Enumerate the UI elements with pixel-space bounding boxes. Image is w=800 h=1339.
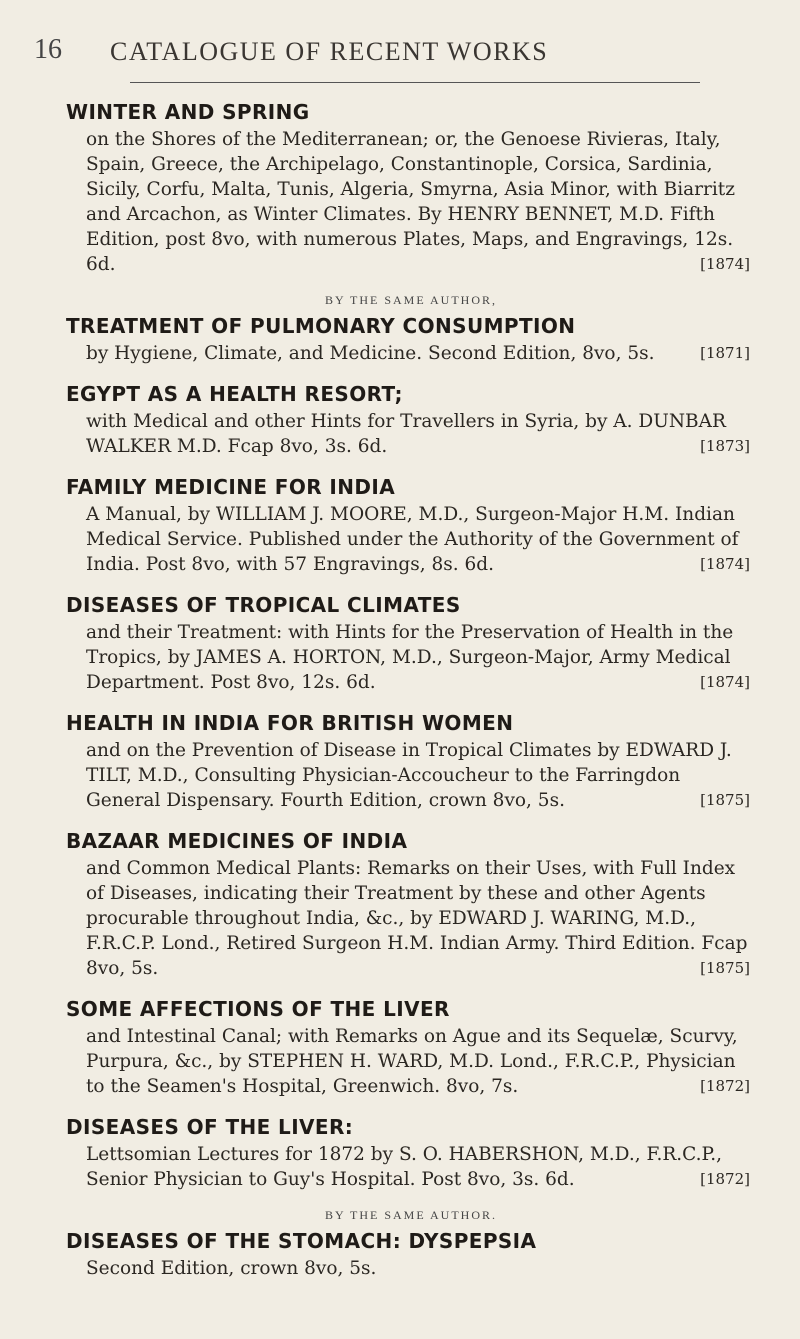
entry-body — [86, 409, 756, 459]
entry-body — [86, 341, 756, 366]
entry-body — [86, 502, 756, 577]
entry-body — [86, 620, 756, 695]
by-same-author-note: BY THE SAME AUTHOR, — [324, 293, 497, 307]
catalogue-entry — [66, 997, 756, 1099]
page-header — [20, 30, 760, 70]
entry-body — [86, 127, 756, 277]
entry-description: and Common Medical Plants: Remarks on their Uses, with Full Index of Diseases, indicating their Treatment by these and other Agents procurable throughout India, &c., by EDWARD J. WARING, M.D., F.R.C.P. Lond., Retired Surgeon H.M. Indian Army. Third Edition. Fcap 8vo, 5s. — [86, 858, 748, 979]
entry-body — [86, 1256, 756, 1281]
entry-description: and on the Prevention of Disease in Tropical Climates by EDWARD J. TILT, M.D., Consulting Physician-Accoucheur to the Farringdon General Dispensary. Fourth Edition, crown 8vo, 5s. — [86, 740, 732, 811]
catalogue-entry — [66, 293, 756, 366]
entry-description: by Hygiene, Climate, and Medicine. Second Edition, 8vo, 5s. — [86, 343, 655, 364]
entry-year: [1875] — [700, 959, 750, 977]
catalogue-entry — [66, 1208, 756, 1281]
entry-year: [1872] — [700, 1077, 750, 1095]
entry-year: [1871] — [700, 344, 750, 362]
entry-title: BAZAAR MEDICINES OF INDIA — [66, 829, 408, 853]
page-number: 16 — [34, 34, 62, 65]
header-rule — [130, 82, 700, 83]
catalogue-entry — [66, 829, 756, 981]
entry-description: and Intestinal Canal; with Remarks on Ague and its Sequelæ, Scurvy, Purpura, &c., by STEPHEN H. WARD, M.D. Lond., F.R.C.P., Physician to the Seamen's Hospital, Greenwich. 8vo, 7s. — [86, 1026, 738, 1097]
entry-title: DISEASES OF TROPICAL CLIMATES — [66, 593, 461, 617]
entry-body — [86, 856, 756, 981]
entry-year: [1874] — [700, 555, 750, 573]
entry-body — [86, 1024, 756, 1099]
catalogue-entry — [66, 475, 756, 577]
catalogue-entry — [66, 100, 756, 277]
entry-title: DISEASES OF THE STOMACH: DYSPEPSIA — [66, 1229, 537, 1253]
entry-title: DISEASES OF THE LIVER: — [66, 1115, 354, 1139]
entry-description: Lettsomian Lectures for 1872 by S. O. HABERSHON, M.D., F.R.C.P., Senior Physician to Guy's Hospital. Post 8vo, 3s. 6d. — [86, 1144, 722, 1190]
entry-body — [86, 738, 756, 813]
entry-body — [86, 1142, 756, 1192]
catalogue-entry — [66, 382, 756, 459]
entry-year: [1872] — [700, 1170, 750, 1188]
entry-year: [1874] — [700, 255, 750, 273]
entry-year: [1874] — [700, 673, 750, 691]
entry-year: [1873] — [700, 437, 750, 455]
entry-title: WINTER AND SPRING — [66, 100, 310, 124]
entry-description: Second Edition, crown 8vo, 5s. — [86, 1258, 377, 1279]
entry-title: HEALTH IN INDIA FOR BRITISH WOMEN — [66, 711, 514, 735]
entry-description: and their Treatment: with Hints for the Preservation of Health in the Tropics, by JAMES A. HORTON, M.D., Surgeon-Major, Army Medical Department. Post 8vo, 12s. 6d. — [86, 622, 734, 693]
entry-list — [66, 100, 756, 1297]
entry-description: on the Shores of the Mediterranean; or, the Genoese Rivieras, Italy, Spain, Greece, the Archipelago, Constantinople, Corsica, Sardinia, Sicily, Corfu, Malta, Tunis, Algeria, Smyrna, Asia Minor, with Biarritz and Arcachon, as Winter Climates. By HENRY BENNET, M.D. Fifth Edition, post 8vo, with numerous Plates, Maps, and Engravings, 12s. 6d. — [86, 129, 735, 275]
entry-year: [1875] — [700, 791, 750, 809]
entry-description: A Manual, by WILLIAM J. MOORE, M.D., Surgeon-Major H.M. Indian Medical Service. Published under the Authority of the Government of India. Post 8vo, with 57 Engravings, 8s. 6d. — [86, 504, 739, 575]
entry-description: with Medical and other Hints for Travellers in Syria, by A. DUNBAR WALKER M.D. Fcap 8vo, 3s. 6d. — [86, 411, 726, 457]
entry-title: FAMILY MEDICINE FOR INDIA — [66, 475, 396, 499]
catalogue-entry — [66, 711, 756, 813]
entry-title: EGYPT AS A HEALTH RESORT; — [66, 382, 403, 406]
running-title: CATALOGUE OF RECENT WORKS — [110, 37, 549, 66]
catalogue-entry — [66, 593, 756, 695]
entry-title: TREATMENT OF PULMONARY CONSUMPTION — [66, 314, 576, 338]
by-same-author-note: BY THE SAME AUTHOR. — [324, 1208, 497, 1222]
catalogue-entry — [66, 1115, 756, 1192]
entry-title: SOME AFFECTIONS OF THE LIVER — [66, 997, 450, 1021]
